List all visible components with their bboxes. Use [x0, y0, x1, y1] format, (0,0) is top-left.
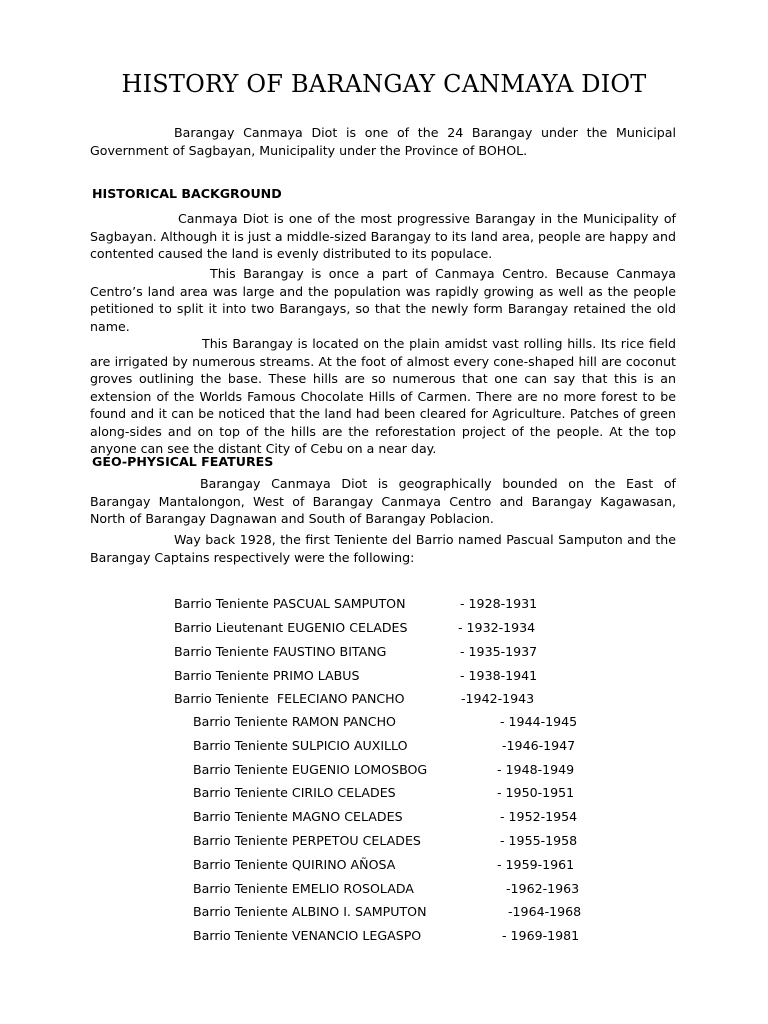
list-item	[193, 713, 613, 731]
page-title: HISTORY OF BARANGAY CANMAYA DIOT	[121, 70, 647, 98]
leader-years: - 1952-1954	[500, 809, 578, 824]
geo-paragraph-2: Way back 1928, the first Teniente del Barrio named Pascual Samputon and the Barangay Captains respectively were the following:	[90, 532, 676, 565]
leader-name: Barrio Teniente MAGNO CELADES	[193, 809, 403, 824]
leader-years: - 1944-1945	[500, 714, 578, 729]
leader-years: -1964-1968	[508, 904, 582, 919]
historical-paragraph-1: Canmaya Diot is one of the most progressive Barangay in the Municipality of Sagbayan. Although it is just a middle-sized Barangay to its land area, people are happy and contented caused the land is evenly distributed to its populace.	[90, 211, 676, 261]
historical-paragraph-2: This Barangay is once a part of Canmaya Centro. Because Canmaya Centro’s land area was large and the population was rapidly growing as well as the people petitioned to split it into two Barangays, so that the newly form Barangay retained the old name.	[90, 266, 676, 334]
leader-years: -1962-1963	[506, 881, 580, 896]
list-item	[174, 595, 594, 613]
leader-years: - 1948-1949	[497, 762, 575, 777]
leader-name: Barrio Teniente CIRILO CELADES	[193, 785, 396, 800]
geo-paragraph-1: Barangay Canmaya Diot is geographically bounded on the East of Barangay Mantalongon, West of Barangay Canmaya Centro and Barangay Kagawasan, North of Barangay Dagnawan and South of Barangay Poblacion.	[90, 476, 676, 526]
list-item	[174, 643, 594, 661]
list-item	[174, 619, 594, 637]
leader-name: Barrio Teniente EMELIO ROSOLADA	[193, 881, 414, 896]
list-item	[193, 784, 613, 802]
list-item	[174, 667, 594, 685]
leader-years: - 1938-1941	[460, 668, 538, 683]
leader-name: Barrio Teniente PRIMO LABUS	[174, 668, 360, 683]
leader-years: -1942-1943	[461, 691, 535, 706]
leader-name: Barrio Teniente QUIRINO AÑOSA	[193, 857, 396, 872]
leader-years: - 1950-1951	[497, 785, 575, 800]
leader-years: -1946-1947	[502, 738, 576, 753]
list-item	[193, 832, 613, 850]
leader-years: - 1955-1958	[500, 833, 578, 848]
leader-name: Barrio Teniente RAMON PANCHO	[193, 714, 396, 729]
historical-background-heading: HISTORICAL BACKGROUND	[92, 186, 282, 201]
historical-paragraph-3: This Barangay is located on the plain amidst vast rolling hills. Its rice field are irrigated by numerous streams. At the foot of almost every cone-shaped hill are coconut groves outlining the base. These hills are so numerous that one can say that this is an extension of the Worlds Famous Chocolate Hills of Carmen. There are no more forest to be found and it can be noticed that the land had been cleared for Agriculture. Patches of green along-sides and on top of the hills are the reforestation project of the people. At the top anyone can see the distant City of Cebu on a near day.	[90, 336, 676, 456]
leader-name: Barrio Teniente FELECIANO PANCHO	[174, 691, 405, 706]
leader-years: - 1935-1937	[460, 644, 538, 659]
leader-name: Barrio Teniente PERPETOU CELADES	[193, 833, 421, 848]
leader-years: - 1959-1961	[497, 857, 575, 872]
leader-name: Barrio Teniente VENANCIO LEGASPO	[193, 928, 422, 943]
list-item	[193, 927, 613, 945]
list-item	[193, 808, 613, 826]
leader-name: Barrio Teniente FAUSTINO BITANG	[174, 644, 387, 659]
leader-name: Barrio Teniente ALBINO I. SAMPUTON	[193, 904, 427, 919]
list-item	[193, 903, 613, 921]
list-item	[193, 856, 613, 874]
leader-name: Barrio Teniente EUGENIO LOMOSBOG	[193, 762, 428, 777]
list-item	[193, 761, 613, 779]
list-item	[193, 737, 613, 755]
leader-years: - 1969-1981	[502, 928, 580, 943]
leader-name: Barrio Teniente SULPICIO AUXILLO	[193, 738, 408, 753]
intro-paragraph: Barangay Canmaya Diot is one of the 24 Barangay under the Municipal Government of Sagbayan, Municipality under the Province of BOHOL.	[90, 125, 676, 158]
leader-name: Barrio Lieutenant EUGENIO CELADES	[174, 620, 408, 635]
leader-years: - 1932-1934	[458, 620, 536, 635]
list-item	[193, 880, 613, 898]
geo-physical-features-heading: GEO-PHYSICAL FEATURES	[92, 454, 274, 469]
leader-name: Barrio Teniente PASCUAL SAMPUTON	[174, 596, 406, 611]
list-item	[174, 690, 594, 708]
leader-years: - 1928-1931	[460, 596, 538, 611]
